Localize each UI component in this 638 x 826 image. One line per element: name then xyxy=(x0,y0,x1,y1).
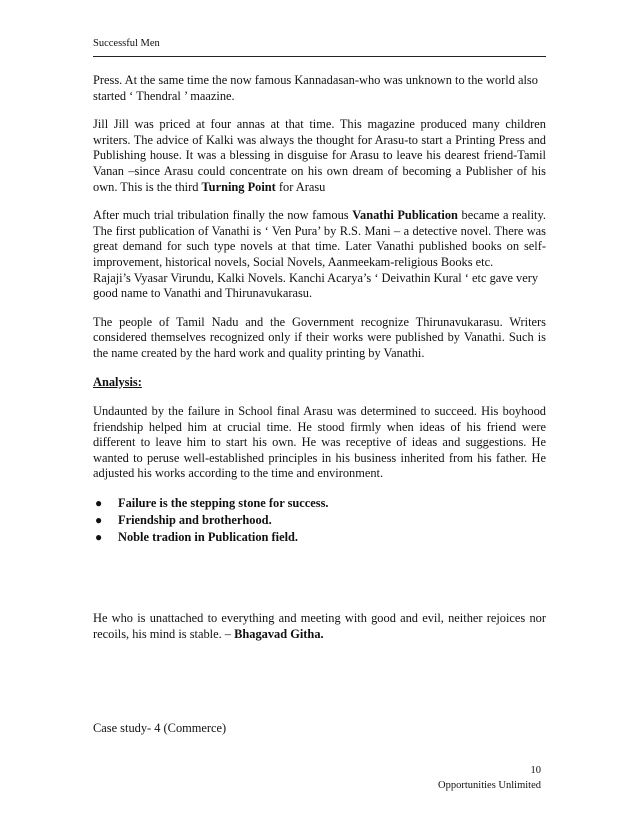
lessons-list xyxy=(93,495,546,546)
analysis-heading: Analysis: xyxy=(93,374,142,389)
gita-quote xyxy=(93,611,546,642)
page-body xyxy=(93,73,546,546)
paragraph-2-tail: for Arasu xyxy=(275,179,326,194)
paragraph-1: Press. At the same time the now famous Kannadasan-who was unknown to the world also started ‘ Thendral ’ maazine. xyxy=(93,73,538,103)
list-item xyxy=(93,512,546,529)
paragraph-3 xyxy=(93,208,546,302)
header-rule xyxy=(93,56,546,57)
vanathi-emphasis: Vanathi Publication xyxy=(352,208,458,223)
paragraph-3-continuation: Rajaji’s Vyasar Virundu, Kalki Novels. Kanchi Acarya’s ‘ Deivathin Kural ‘ etc gave very good name to Vanathi and Thirunavukarasu. xyxy=(93,270,539,301)
analysis-paragraph: Undaunted by the failure in School final Arasu was determined to succeed. His boyhood friendship helped him at crucial time. He stood firmly when ideas of his friend were different to leave him to start his own. He was receptive of ideas and suggestions. He wanted to peruse well-established principles in his business inherited from his father. He adjusted his works according to the time and environment. xyxy=(93,404,546,481)
list-item-text: Noble tradion in Publication field. xyxy=(118,530,299,545)
page-number: 10 xyxy=(530,765,541,776)
turning-point-emphasis: Turning Point xyxy=(201,179,276,194)
paragraph-2 xyxy=(93,117,546,195)
list-item-text: Friendship and brotherhood. xyxy=(118,513,272,528)
paragraph-3-rest: became a reality. The first publication of Vanathi is ‘ Ven Pura’ by R.S. Mani – a detective novel. There was great demand for such type novels at that time. Later Vanathi published books on self-improvement, historical novels, Social Novels, Aanmeekam-religious Books etc. xyxy=(93,208,546,269)
quote-source: Bhagavad Githa. xyxy=(234,626,324,641)
list-item-text: Failure is the stepping stone for success. xyxy=(118,496,329,511)
quote-text: He who is unattached to everything and meeting with good and evil, neither rejoices nor recoils, his mind is stable. – xyxy=(93,611,546,641)
bullet-icon: ● xyxy=(95,513,103,528)
bullet-icon: ● xyxy=(95,530,103,545)
list-item xyxy=(93,529,546,546)
case-study-label: Case study- 4 (Commerce) xyxy=(93,721,227,735)
list-item xyxy=(93,495,546,512)
paragraph-3-main xyxy=(93,208,546,270)
footer-publication: Opportunities Unlimited xyxy=(438,780,541,791)
paragraph-2-text: Jill Jill was priced at four annas at that time. This magazine produced many children writers. The advice of Kalki was always the thought for Arasu-to start a Printing Press and Publishing house. It was a blessing in disguise for Arasu to leave his dearest friend-Tamil Vanan –since Arasu could concentrate on his own dream of becoming a Publisher of his own. This is the third xyxy=(93,117,546,194)
paragraph-3-lead: After much trial tribulation finally the now famous xyxy=(93,208,353,223)
paragraph-4: The people of Tamil Nadu and the Government recognize Thirunavukarasu. Writers considered themselves recognized only if their works were published by Vanathi. Such is the name created by the hard work and quality printing by Vanathi. xyxy=(93,314,546,360)
running-header: Successful Men xyxy=(93,38,160,49)
bullet-icon: ● xyxy=(95,496,103,511)
